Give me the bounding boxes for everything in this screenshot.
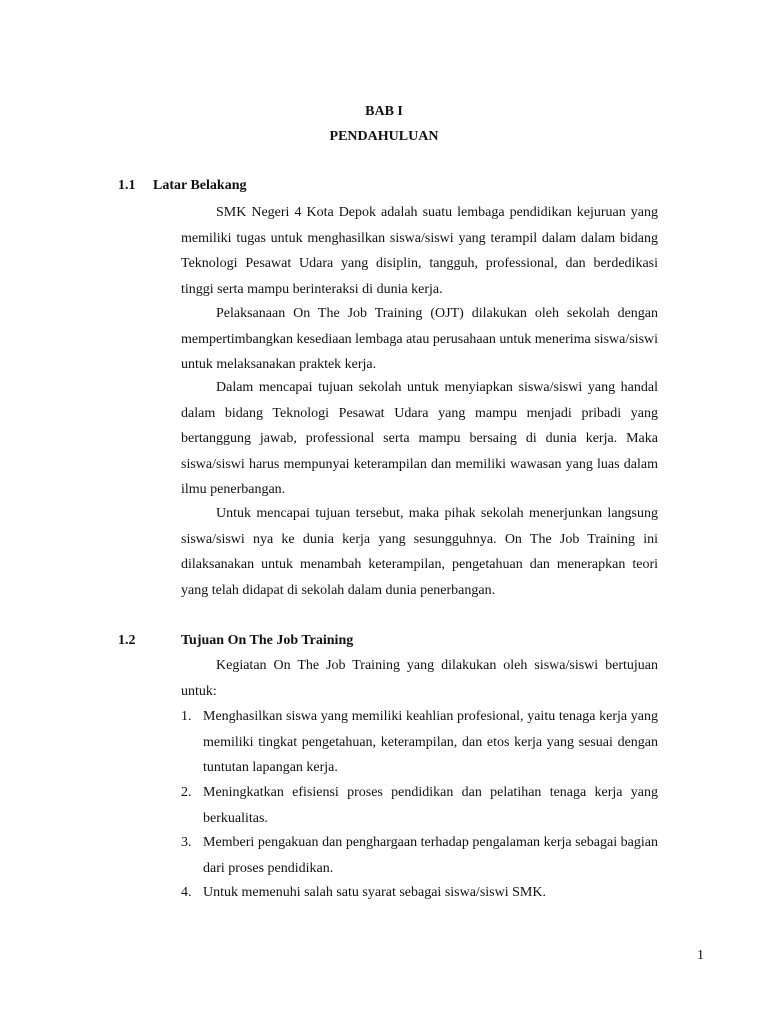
list-item-3-number: 3.	[181, 835, 192, 850]
section-1-paragraph-2: Pelaksanaan On The Job Training (OJT) dilakukan oleh sekolah dengan mempertimbangkan kesediaan lembaga atau perusahaan untuk menerima siswa/siswi untuk melaksanakan praktek kerja.	[181, 306, 659, 372]
section-1-number: 1.1	[118, 178, 136, 193]
page-number: 1	[697, 948, 704, 963]
list-item-4-number: 4.	[181, 885, 192, 900]
list-item-1-text: Menghasilkan siswa yang memiliki keahlian profesional, yaitu tenaga kerja yang memiliki tingkat pengetahuan, keterampilan, dan etos kerja yang sesuai dengan tuntutan lapangan kerja.	[203, 709, 658, 775]
section-2-number: 1.2	[118, 633, 136, 648]
list-item-1-number: 1.	[181, 709, 192, 724]
chapter-label: BAB I	[365, 104, 403, 119]
list-item-2-number: 2.	[181, 785, 192, 800]
section-1-title: Latar Belakang	[153, 178, 247, 193]
section-1-paragraph-3: Dalam mencapai tujuan sekolah untuk menyiapkan siswa/siswi yang handal dalam bidang Teknologi Pesawat Udara yang mampu menjadi pribadi yang bertanggung jawab, professional serta mampu bersaing di dunia kerja. Maka siswa/siswi harus mempunyai keterampilan dan memiliki wawasan yang luas dalam ilmu penerbangan.	[181, 380, 658, 497]
list-item-4-text: Untuk memenuhi salah satu syarat sebagai siswa/siswi SMK.	[203, 885, 546, 900]
section-1-paragraph-4: Untuk mencapai tujuan tersebut, maka pihak sekolah menerjunkan langsung siswa/siswi nya ke dunia kerja yang sesungguhnya. On The Job Training ini dilaksanakan untuk menambah keterampilan, pengetahuan dan menerapkan teori yang telah didapat di sekolah dalam dunia penerbangan.	[181, 506, 658, 598]
chapter-title: PENDAHULUAN	[329, 129, 439, 144]
section-1-paragraph-1: SMK Negeri 4 Kota Depok adalah suatu lembaga pendidikan kejuruan yang memiliki tugas untuk menghasilkan siswa/siswi yang terampil dalam dalam bidang Teknologi Pesawat Udara yang disiplin, tangguh, professional, dan berdedikasi tinggi serta mampu berinteraksi di dunia kerja.	[181, 205, 658, 297]
list-item-3-text: Memberi pengakuan dan penghargaan terhadap pengalaman kerja sebagai bagian dari proses pendidikan.	[203, 835, 658, 876]
list-item-2-text: Meningkatkan efisiensi proses pendidikan dan pelatihan tenaga kerja yang berkualitas.	[203, 785, 658, 826]
section-2-intro: Kegiatan On The Job Training yang dilakukan oleh siswa/siswi bertujuan untuk:	[181, 658, 658, 699]
section-2-title: Tujuan On The Job Training	[181, 633, 354, 648]
